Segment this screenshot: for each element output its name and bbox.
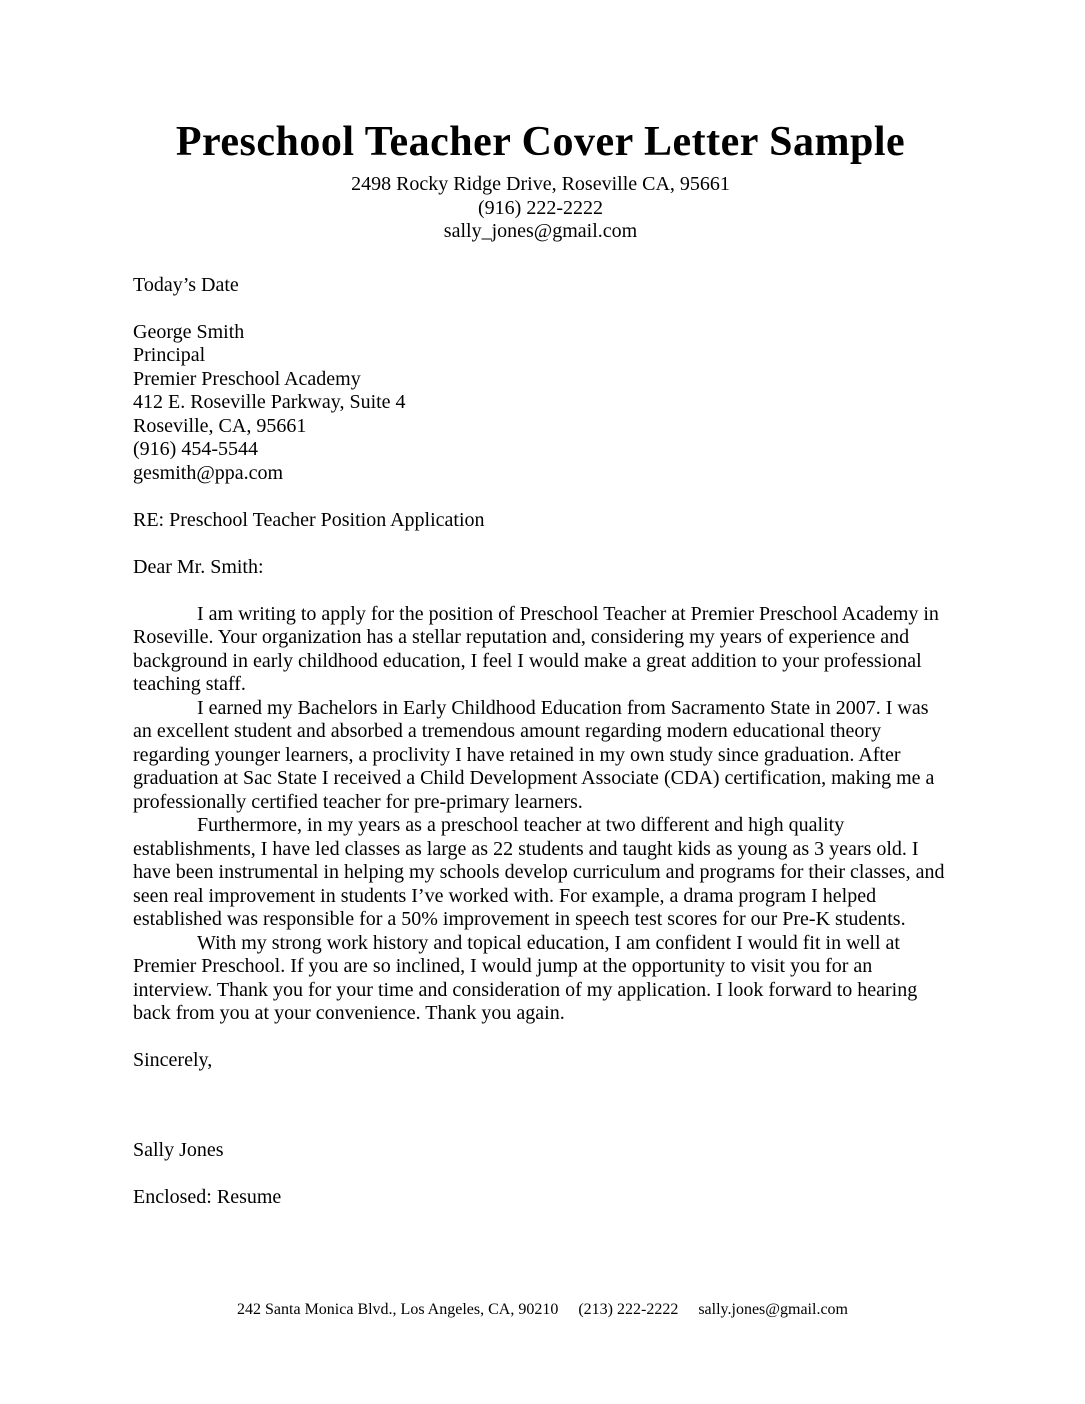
recipient-job-title: Principal	[133, 344, 206, 367]
closing: Sincerely,	[133, 1049, 213, 1072]
page-footer	[0, 1300, 1085, 1319]
body-paragraph: I earned my Bachelors in Early Childhood Education from Sacramento State in 2007. I was an excellent student and absorbed a tremendous amount regarding modern educational theory regarding younger learners, a proclivity I have retained in my own study since graduation. After graduation at Sac State I received a Child Development Associate (CDA) certification, making me a professionally certified teacher for pre-primary learners.	[133, 696, 935, 813]
body-paragraph: Furthermore, in my years as a preschool teacher at two different and high quality establishments, I have led classes as large as 22 students and taught kids as young as 3 years old. I have been instrumental in helping my schools develop curriculum and programs for their classes, and seen real improvement in students I’ve worked with. For example, a drama program I helped established was responsible for a 50% improvement in speech test scores for our Pre-K students.	[133, 814, 945, 931]
enclosure-note: Enclosed: Resume	[133, 1185, 282, 1208]
letter-body	[133, 603, 948, 1026]
document-title: Preschool Teacher Cover Letter Sample	[175, 119, 906, 165]
footer-phone: (213) 222-2222	[578, 1301, 679, 1318]
body-paragraph: With my strong work history and topical education, I am confident I would fit in well at Premier Preschool. If you are so inclined, I would jump at the opportunity to visit you for an interview. Thank you for your time and consideration of my application. I look forward to hearing back from you at your convenience. Thank you again.	[133, 931, 918, 1025]
body-paragraph: I am writing to apply for the position of Preschool Teacher at Premier Preschool Academy in Roseville. Your organization has a stellar reputation and, considering my years of experience and background in early childhood education, I feel I would make a great addition to your professional teaching staff.	[133, 602, 939, 696]
footer-address: 242 Santa Monica Blvd., Los Angeles, CA, 90210	[237, 1301, 559, 1318]
footer-email: sally.jones@gmail.com	[698, 1301, 848, 1318]
recipient-email: gesmith@ppa.com	[133, 461, 284, 484]
salutation: Dear Mr. Smith:	[133, 555, 264, 578]
recipient-company: Premier Preschool Academy	[133, 367, 361, 390]
recipient-address-line1: 412 E. Roseville Parkway, Suite 4	[133, 391, 406, 414]
recipient-block	[133, 321, 948, 486]
recipient-name: George Smith	[133, 320, 245, 343]
signature-name: Sally Jones	[133, 1138, 224, 1161]
date-line: Today’s Date	[133, 273, 239, 296]
subject-line: RE: Preschool Teacher Position Application	[133, 508, 485, 531]
recipient-address-line2: Roseville, CA, 95661	[133, 414, 307, 437]
sender-contact-block	[133, 173, 948, 244]
sender-phone: (916) 222-2222	[478, 196, 603, 219]
sender-email: sally_jones@gmail.com	[443, 220, 638, 243]
recipient-phone: (916) 454-5544	[133, 438, 258, 461]
sender-address: 2498 Rocky Ridge Drive, Roseville CA, 95661	[351, 173, 730, 196]
